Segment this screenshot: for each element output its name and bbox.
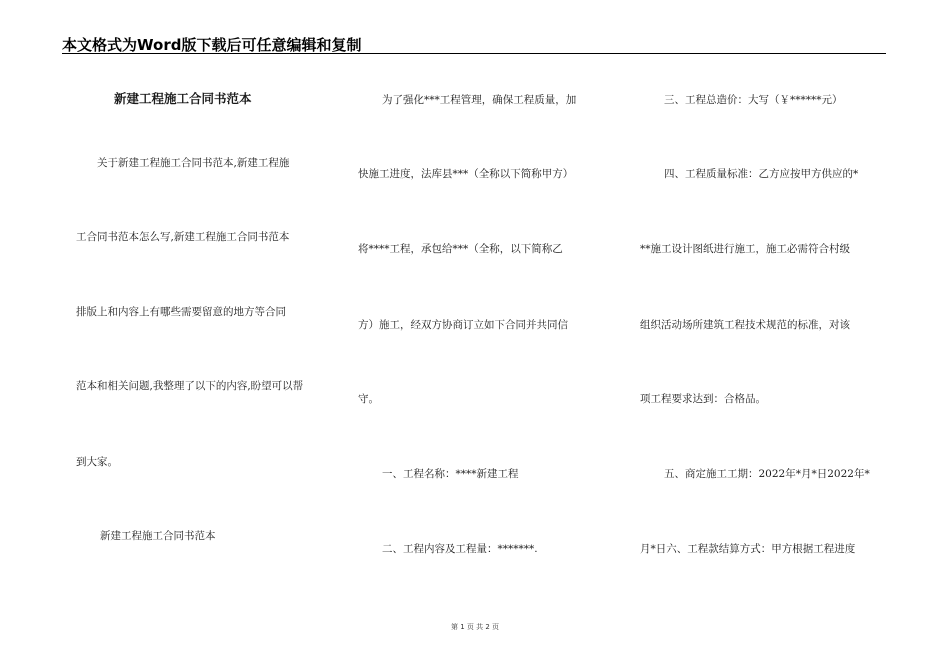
paragraph-line: 月*日六、工程款结算方式：甲方根据工程进度 (640, 543, 856, 555)
paragraph-line: 工合同书范本怎么写,新建工程施工合同书范本 (76, 231, 290, 243)
list-item: 三、工程总造价：大写（￥******元） (664, 94, 843, 106)
paragraph-line: 将****工程，承包给***（全称，以下简称乙 (358, 243, 563, 255)
paragraph-line: 到大家。 (76, 456, 118, 468)
section-heading: 新建工程施工合同书范本 (100, 530, 216, 542)
document-title: 新建工程施工合同书范本 (114, 91, 252, 106)
document-banner: 本文格式为Word版下载后可任意编辑和复制 (62, 36, 362, 54)
page-indicator: 第 1 页 共 2 页 (450, 623, 500, 631)
header-rule (62, 53, 886, 54)
paragraph-line: 排版上和内容上有哪些需要留意的地方等合同 (76, 306, 286, 318)
paragraph-line: 为了强化***工程管理，确保工程质量，加 (382, 94, 577, 106)
paragraph-line: 方）施工，经双方协商订立如下合同并共同信 (358, 319, 568, 331)
paragraph-line: 守。 (358, 393, 379, 405)
list-item: 五、商定施工工期：2022年*月*日2022年* (664, 468, 870, 480)
paragraph-line: 快施工进度，法库县***（全称以下简称甲方） (358, 168, 574, 180)
paragraph-line: 项工程要求达到：合格品。 (640, 393, 766, 405)
list-item: 二、工程内容及工程量：*******. (382, 543, 538, 555)
paragraph-line: 范本和相关问题,我整理了以下的内容,盼望可以帮 (76, 380, 304, 392)
paragraph-line: 组织活动场所建筑工程技术规范的标准，对该 (640, 319, 850, 331)
paragraph-line: 关于新建工程施工合同书范本,新建工程施 (97, 157, 290, 169)
list-item: 四、工程质量标准：乙方应按甲方供应的* (664, 168, 859, 180)
paragraph-line: **施工设计图纸进行施工，施工必需符合村级 (640, 243, 850, 255)
list-item: 一、工程名称：****新建工程 (382, 468, 519, 480)
